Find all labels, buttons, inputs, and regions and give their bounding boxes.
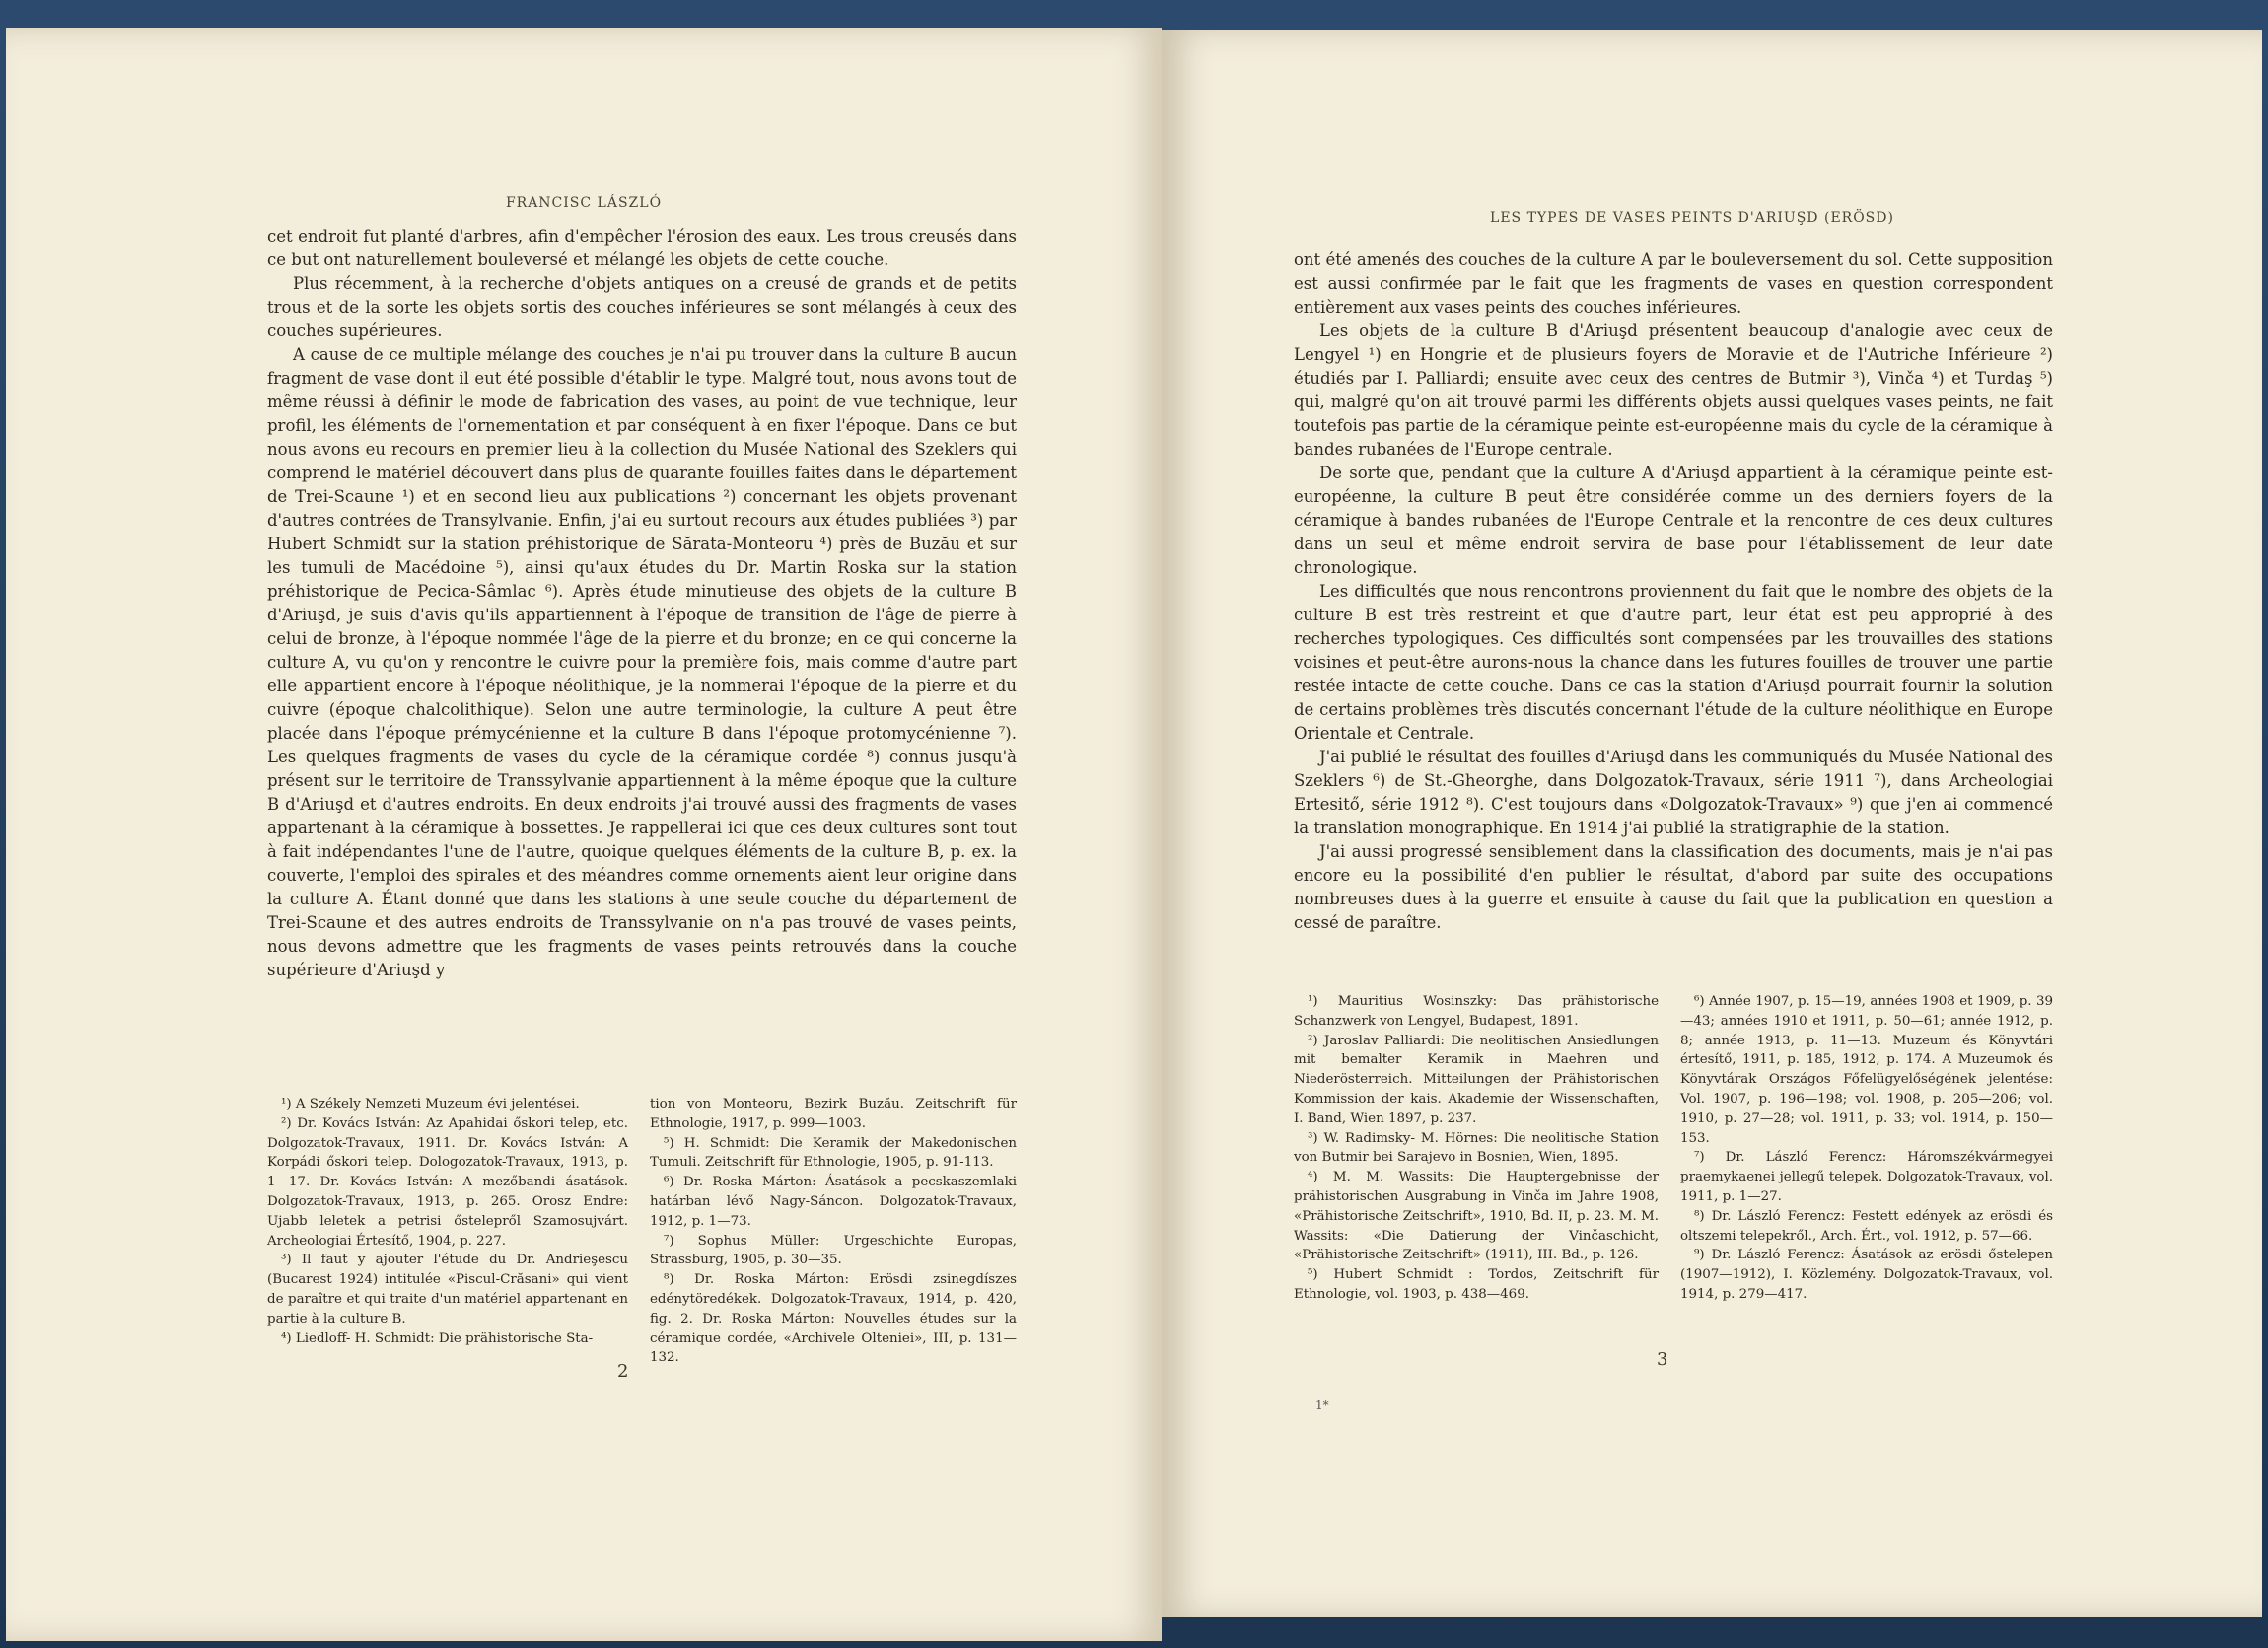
footnote: ⁵) H. Schmidt: Die Keramik der Makedonischen Tumuli. Zeitschrift für Ethnologie, 1905, p. 91-113.: [650, 1135, 1017, 1171]
right-paragraph-5: J'ai publié le résultat des fouilles d'Ariuşd dans les communiqués du Musée National des Szeklers ⁶) de St.-Gheorghe, dans Dolgozatok-Travaux, série 1911 ⁷), dans Archeologiai Ertesitő, série 1912 ⁸). C'est toujours dans «Dolgozatok-Travaux» ⁹) que j'en ai commencé la translation monographique. En 1914 j'ai publié la stratigraphie de la station.: [1294, 748, 2053, 837]
right-page: [1162, 30, 2262, 1617]
left-running-head: FRANCISC LÁSZLÓ: [505, 195, 663, 211]
right-paragraph-6: J'ai aussi progressé sensiblement dans la classification des documents, mais je n'ai pas encore eu la possibilité d'en publier le résultat, d'abord par suite des occupations nombreuses dues à la guerre et ensuite à cause du fait que la publication en question a cessé de paraître.: [1294, 842, 2053, 932]
footnote: ²) Jaroslav Palliardi: Die neolitischen Ansiedlungen mit bemalter Keramik in Maehren und Niederösterreich. Mitteilungen der Prähistorischen Kommission der kais. Akademie der Wissenschaften, I. Band, Wien 1897, p. 237.: [1294, 1033, 1659, 1126]
right-paragraph-2: Les objets de la culture B d'Ariuşd présentent beaucoup d'analogie avec ceux de Lengyel ¹) en Hongrie et de plusieurs foyers de Moravie et de l'Autriche Inférieure ²) étudiés par I. Palliardi; ensuite avec ceux des centres de Butmir ³), Vinča ⁴) et Turdaş ⁵) qui, malgré qu'on ait trouvé parmi les différents objets aussi quelques vases peints, ne fait toutefois pas partie de la céramique peinte est-européenne mais du cycle de la céramique à bandes rubanées de l'Europe centrale.: [1294, 322, 2053, 459]
right-page-number: 3: [1657, 1349, 1668, 1370]
footnote: ¹) Mauritius Wosinszky: Das prähistorische Schanzwerk von Lengyel, Budapest, 1891.: [1294, 994, 1659, 1029]
footnote: ⁵) Hubert Schmidt : Tordos, Zeitschrift für Ethnologie, vol. 1903, p. 438—469.: [1294, 1267, 1659, 1302]
left-paragraph-1: cet endroit fut planté d'arbres, afin d'empêcher l'érosion des eaux. Les trous creusés dans ce but ont naturellement bouleversé et mélangé les objets de cette couche.: [267, 227, 1017, 269]
right-paragraph-3: De sorte que, pendant que la culture A d'Ariuşd appartient à la céramique peinte est-européenne, la culture B peut être considérée comme un des derniers foyers de la céramique à bandes rubanées de l'Europe Centrale et la rencontre de ces deux cultures dans un seul et même endroit servira de base pour l'établissement de leur date chronologique.: [1294, 464, 2053, 577]
footnote: ⁷) Dr. László Ferencz: Háromszékvármegyei praemykaenei jellegű telepek. Dolgozatok-Travaux, vol. 1911, p. 1—27.: [1680, 1150, 2053, 1204]
right-footnotes: [1294, 992, 2053, 1318]
right-paragraph-1: ont été amenés des couches de la culture A par le bouleversement du sol. Cette supposition est aussi confirmée par le fait que les fragments de vases en question correspondent entièrement aux vases peints des couches inférieures.: [1294, 251, 2053, 317]
left-page-number: 2: [617, 1361, 629, 1382]
footnote: ¹) A Székely Nemzeti Muzeum évi jelentései.: [281, 1097, 580, 1111]
footnote: tion von Monteoru, Bezirk Buzău. Zeitschrift für Ethnologie, 1917, p. 999—1003.: [650, 1097, 1017, 1131]
footnote: ³) W. Radimsky- M. Hörnes: Die neolitische Station von Butmir bei Sarajevo in Bosnien, Wien, 1895.: [1294, 1130, 1659, 1166]
footnote: ⁹) Dr. László Ferencz: Ásatások az erösdi őstelepen (1907—1912), I. Közlemény. Dolgozatok-Travaux, vol. 1914, p. 279—417.: [1680, 1248, 2053, 1302]
right-body-text: [1294, 249, 2053, 935]
left-footnotes-column-1: [267, 1095, 628, 1348]
footnote: ⁴) Liedloff- H. Schmidt: Die prähistorische Sta-: [281, 1330, 594, 1346]
right-footnotes-column-2: [1680, 992, 2053, 1305]
left-paragraph-2: Plus récemment, à la recherche d'objets antiques on a creusé de grands et de petits trous et de la sorte les objets sortis des couches inférieures se sont mélangés à ceux des couches supérieures.: [267, 274, 1017, 340]
left-footnotes: [267, 1095, 1017, 1366]
footnote: ²) Dr. Kovács István: Az Apahidai őskori telep, etc. Dolgozatok-Travaux, 1911. Dr. Kovács István: A Korpádi őskori telep. Dologozatok-Travaux, 1913, p. 1—17. Dr. Kovács István: A mezőbandi ásatások. Dolgozatok-Travaux, 1913, p. 265. Orosz Endre: Ujabb leletek a petrisi őstelepről Szamosujvárt. Archeologiai Értesítő, 1904, p. 227.: [267, 1115, 628, 1249]
left-page: [6, 28, 1162, 1641]
signature-mark: 1*: [1315, 1398, 1329, 1412]
left-paragraph-3: A cause de ce multiple mélange des couches je n'ai pu trouver dans la culture B aucun fragment de vase dont il eut été possible d'établir le type. Malgré tout, nous avons tout de même réussi à définir le mode de fabrication des vases, au point de vue technique, leur profil, les éléments de l'ornementation et par conséquent à en fixer l'époque. Dans ce but nous avons eu recours en premier lieu à la collection du Musée National des Szeklers qui comprend le matériel découvert dans plus de quarante fouilles faites dans le département de Trei-Scaune ¹) et en second lieu aux publications ²) concernant les objets provenant d'autres contrées de Transylvanie. Enfin, j'ai eu surtout recours aux études publiées ³) par Hubert Schmidt sur la station préhistorique de Sărata-Monteoru ⁴) près de Buzău et sur les tumuli de Macédoine ⁵), ainsi qu'aux études du Dr. Martin Roska sur la station préhistorique de Pecica-Sâmlac ⁶). Après étude minutieuse des objets de la culture B d'Ariuşd, je suis d'avis qu'ils appartiennent à l'époque de transition de l'âge de pierre à celui de bronze, à l'époque nommée l'âge de la pierre et du bronze; en ce qui concerne la culture A, vu qu'on y rencontre le cuivre pour la première fois, mais comme d'autre part elle appartient encore à l'époque néolithique, je la nommerai l'époque de la pierre et du cuivre (époque chalcolithique). Selon une autre terminologie, la culture A peut être placée dans l'époque prémycénienne et la culture B dans l'époque protomycénienne ⁷). Les quelques fragments de vases du cycle de la céramique cordée ⁸) connus jusqu'à présent sur le territoire de Transsylvanie appartiennent à la même époque que la culture B d'Ariuşd et d'autres endroits. En deux endroits j'ai trouvé aussi des fragments de vases appartenant à la céramique à bossettes. Je rappellerai ici que ces deux cultures sont tout à fait indépendantes l'une de l'autre, quoique quelques éléments de la culture B, p. ex. la couverte, l'emploi des spirales et des méandres comme ornements aient leur origine dans la culture A. Étant donné que dans les stations à une seule couche du département de Trei-Scaune et des autres endroits de Transsylvanie on n'a pas trouvé de vases peints, nous devons admettre que les fragments de vases peints retrouvés dans la couche supérieure d'Ariuşd y: [267, 345, 1017, 979]
footnote: ³) Il faut y ajouter l'étude du Dr. Andrieşescu (Bucarest 1924) intitulée «Piscul-Crăsani» qui vient de paraître et qui traite d'un matériel appartenant en partie à la culture B.: [267, 1253, 628, 1326]
footnote: ⁶) Année 1907, p. 15—19, années 1908 et 1909, p. 39—43; années 1910 et 1911, p. 50—61; année 1912, p. 8; année 1913, p. 11—13. Muzeum és Könyvtári értesítő, 1911, p. 185, 1912, p. 174. A Muzeumok és Könyvtárak Országos Főfelügyelőségének jelentése: Vol. 1907, p. 196—198; vol. 1908, p. 205—206; vol. 1910, p. 27—28; vol. 1911, p. 33; vol. 1914, p. 150—153.: [1680, 994, 2053, 1146]
right-paragraph-4: Les difficultés que nous rencontrons proviennent du fait que le nombre des objets de la culture B est très restreint et que d'autre part, leur état est peu approprié à des recherches typologiques. Ces difficultés sont compensées par les trouvailles des stations voisines et peut-être aurons-nous la chance dans les futures fouilles de trouver une partie restée intacte de cette couche. Dans ce cas la station d'Ariuşd pourrait fournir la solution de certains problèmes très discutés concernant l'étude de la culture néolithique en Europe Orientale et Centrale.: [1294, 582, 2053, 743]
right-running-head: LES TYPES DE VASES PEINTS D'ARIUŞD (ERÖSD): [1490, 210, 1894, 226]
footnote: ⁶) Dr. Roska Márton: Ásatások a pecskaszemlaki határban lévő Nagy-Sáncon. Dolgozatok-Travaux, 1912, p. 1—73.: [650, 1175, 1017, 1229]
left-footnotes-column-2: [650, 1095, 1017, 1368]
footnote: ⁴) M. M. Wassits: Die Hauptergebnisse der prähistorischen Ausgrabung in Vinča im Jahre 1908, «Prähistorische Zeitschrift», 1910, Bd. II, p. 23. M. M. Wassits: «Die Datierung der Vinčaschicht, «Prähistorische Zeitschrift» (1911), III. Bd., p. 126.: [1294, 1170, 1659, 1263]
right-footnotes-column-1: [1294, 992, 1659, 1305]
footnote: ⁸) Dr. László Ferencz: Festett edények az erösdi és oltszemi telepekről., Arch. Ért., vol. 1912, p. 57—66.: [1680, 1208, 2053, 1244]
left-body-text: [267, 225, 1017, 982]
footnote: ⁷) Sophus Müller: Urgeschichte Europas, Strassburg, 1905, p. 30—35.: [650, 1233, 1017, 1268]
footnote: ⁸) Dr. Roska Márton: Erösdi zsinegdíszes edénytöredékek. Dolgozatok-Travaux, 1914, p. 420, fig. 2. Dr. Roska Márton: Nouvelles études sur la céramique cordée, «Archivele Olteniei», III, p. 131—132.: [650, 1272, 1017, 1366]
